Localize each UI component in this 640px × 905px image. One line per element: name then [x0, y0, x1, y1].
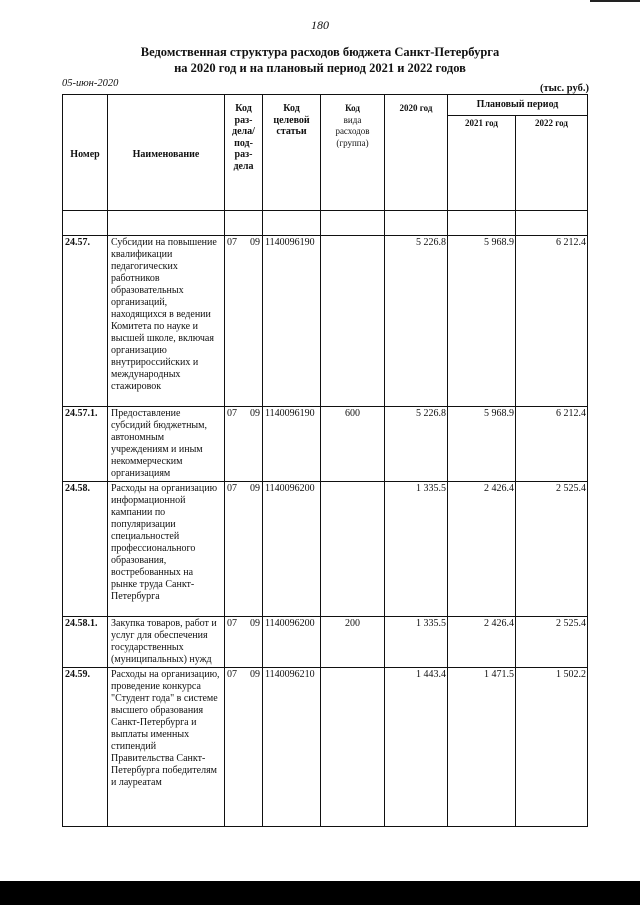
section-header-line: дела: [233, 160, 254, 172]
subsection-code: 09: [250, 237, 260, 248]
row-number: 24.58.1.: [63, 617, 108, 668]
col-number-header: Номер: [63, 95, 108, 211]
row-section: [225, 617, 263, 668]
row-2020: 1 335.5: [385, 617, 448, 668]
row-type: [321, 668, 385, 827]
section-code: 07: [227, 408, 237, 419]
title-line-1: Ведомственная структура расходов бюджета Санкт-Петербурга: [140, 45, 500, 59]
type-header-line: Код: [345, 103, 360, 113]
section-header-line: раз-: [234, 149, 253, 160]
type-header-line: (группа): [336, 137, 369, 148]
type-header-line: вида: [343, 114, 362, 125]
col-type-header: [321, 95, 385, 211]
top-edge-line: [590, 0, 640, 2]
table-row: [63, 482, 588, 617]
row-target: 1140096200: [263, 617, 321, 668]
subsection-code: 09: [250, 408, 260, 419]
col-2021-header: [448, 116, 516, 211]
document-date: 05-июн-2020: [62, 78, 119, 89]
row-name: Расходы на организацию, проведение конкурса "Студент года" в системе высшего образования Санкт-Петербурга и выплаты именных стипендий Правительства Санкт-Петербурга победителям и лауреатам: [108, 668, 225, 827]
row-section: [225, 236, 263, 407]
row-number: 24.58.: [63, 482, 108, 617]
col-name-header: Наименование: [108, 95, 225, 211]
header-spacer-row: [63, 211, 588, 236]
spacer-cell: [321, 211, 385, 236]
y2022-header-text: 2022 год: [535, 118, 568, 128]
row-target: 1140096200: [263, 482, 321, 617]
row-target: 1140096210: [263, 668, 321, 827]
col-2020-header: [385, 95, 448, 211]
row-number: 24.57.: [63, 236, 108, 407]
spacer-cell: [225, 211, 263, 236]
row-target: 1140096190: [263, 236, 321, 407]
spacer-cell: [263, 211, 321, 236]
row-2021: 5 968.9: [448, 407, 516, 482]
row-section: [225, 407, 263, 482]
header-row: [63, 95, 588, 116]
row-name: Предоставление субсидий бюджетным, автономным учреждениям и иным некоммерческим организациям: [108, 407, 225, 482]
type-header-line: расходов: [335, 126, 370, 136]
row-type: 200: [321, 617, 385, 668]
row-2021: 1 471.5: [448, 668, 516, 827]
row-section: [225, 482, 263, 617]
subsection-code: 09: [250, 669, 260, 680]
col-target-header: [263, 95, 321, 211]
row-type: [321, 236, 385, 407]
section-code: 07: [227, 237, 237, 248]
section-code: 07: [227, 618, 237, 629]
row-number: 24.59.: [63, 668, 108, 827]
spacer-cell: [108, 211, 225, 236]
row-section: [225, 668, 263, 827]
col-planned-header: Плановый период: [448, 95, 588, 116]
section-header-line: раз-: [234, 114, 253, 126]
row-number: 24.57.1.: [63, 407, 108, 482]
target-header-line: Код: [283, 103, 300, 114]
row-type: 600: [321, 407, 385, 482]
subsection-code: 09: [250, 483, 260, 494]
spacer-cell: [385, 211, 448, 236]
section-header-line: под-: [234, 137, 253, 149]
col-2022-header: [516, 116, 588, 211]
table-row: [63, 668, 588, 827]
page-number: 180: [311, 18, 329, 32]
units-label: (тыс. руб.): [540, 83, 589, 94]
target-header-line: целевой: [273, 114, 310, 126]
y2020-header-text: 2020 год: [399, 103, 433, 113]
section-header-line: дела/: [232, 126, 255, 137]
spacer-cell: [516, 211, 588, 236]
row-2022: 2 525.4: [516, 482, 588, 617]
document-title: [0, 44, 640, 76]
row-2021: 2 426.4: [448, 482, 516, 617]
row-name: Закупка товаров, работ и услуг для обеспечения государственных (муниципальных) нужд: [108, 617, 225, 668]
budget-table: [62, 94, 588, 827]
row-2020: 1 443.4: [385, 668, 448, 827]
spacer-cell: [63, 211, 108, 236]
row-2020: 1 335.5: [385, 482, 448, 617]
row-2020: 5 226.8: [385, 236, 448, 407]
target-header-line: статьи: [276, 126, 307, 137]
section-header-line: Код: [235, 103, 252, 114]
section-code: 07: [227, 483, 237, 494]
row-2021: 2 426.4: [448, 617, 516, 668]
bottom-scan-bar: [0, 881, 640, 905]
row-2022: 1 502.2: [516, 668, 588, 827]
spacer-cell: [448, 211, 516, 236]
row-2022: 6 212.4: [516, 236, 588, 407]
row-2021: 5 968.9: [448, 236, 516, 407]
row-type: [321, 482, 385, 617]
table-row: [63, 236, 588, 407]
subsection-code: 09: [250, 618, 260, 629]
y2021-header-text: 2021 год: [465, 118, 498, 128]
row-name: Субсидии на повышение квалификации педагогических работников образовательных организаций, находящихся в ведении Комитета по науке и высшей школе, включая организацию внутрироссийских и международных стажировок: [108, 236, 225, 407]
row-2022: 6 212.4: [516, 407, 588, 482]
table-row: [63, 407, 588, 482]
row-target: 1140096190: [263, 407, 321, 482]
title-line-2: на 2020 год и на плановый период 2021 и 2022 годов: [174, 61, 466, 75]
section-code: 07: [227, 669, 237, 680]
table-row: [63, 617, 588, 668]
row-name: Расходы на организацию информационной кампании по популяризации специальностей профессионального образования, востребованных на рынке труда Санкт-Петербурга: [108, 482, 225, 617]
col-section-header: [225, 95, 263, 211]
row-2022: 2 525.4: [516, 617, 588, 668]
row-2020: 5 226.8: [385, 407, 448, 482]
